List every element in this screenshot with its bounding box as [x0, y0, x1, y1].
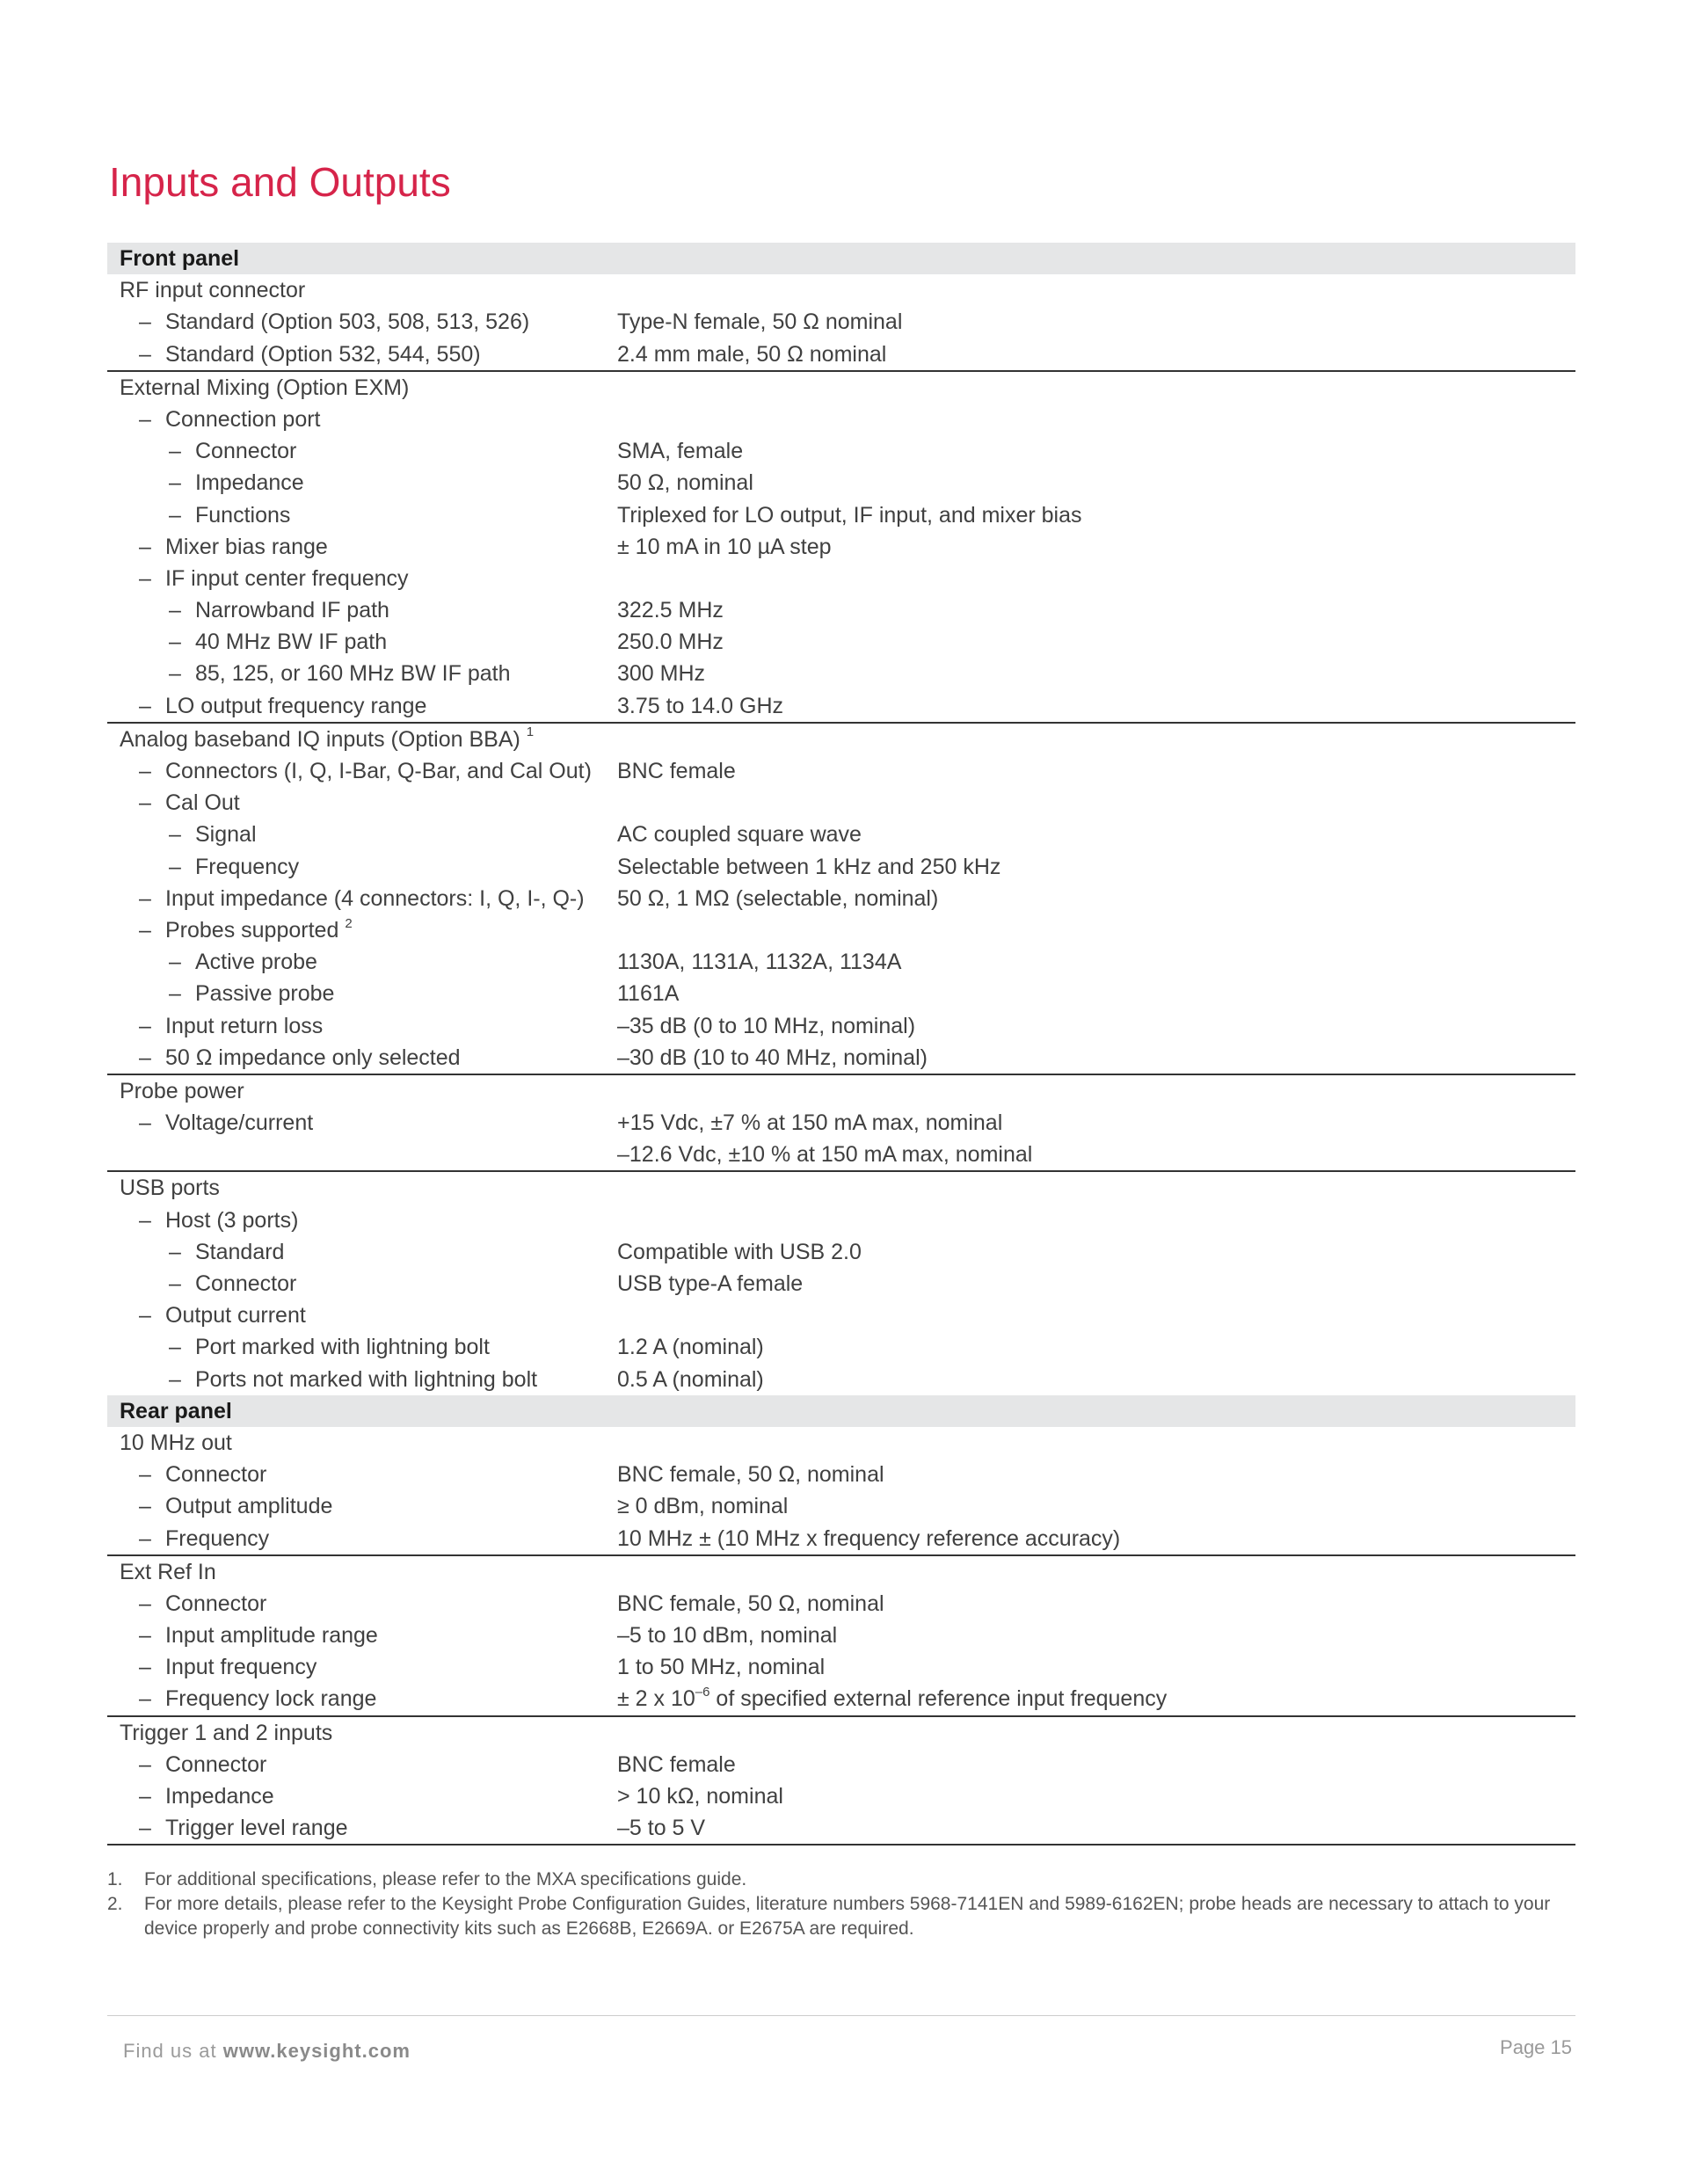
spec-label	[139, 1490, 332, 1522]
dash-bullet: –	[139, 534, 151, 559]
dash-bullet: –	[169, 598, 181, 623]
spec-value-text: ± 2 x 10	[617, 1686, 695, 1712]
spec-label-text: Active probe	[195, 950, 317, 975]
spec-label-text: Connectors (I, Q, I-Bar, Q-Bar, and Cal Out)	[165, 759, 592, 783]
section-header	[107, 1395, 1575, 1427]
spec-value-text: –5 to 10 dBm, nominal	[617, 1623, 838, 1649]
section-header	[107, 243, 1575, 274]
spec-label	[139, 404, 321, 435]
dash-bullet: –	[139, 309, 151, 335]
spec-value-text: SMA, female	[617, 439, 744, 464]
dash-bullet: –	[169, 1239, 181, 1264]
spec-label	[169, 626, 387, 658]
spec-label	[139, 914, 353, 946]
spec-value-text: 50 Ω, 1 MΩ (selectable, nominal)	[617, 885, 939, 911]
spec-value-text: Compatible with USB 2.0	[617, 1239, 862, 1264]
spec-value-text: BNC female, 50 Ω, nominal	[617, 1462, 884, 1488]
spec-row	[107, 339, 1575, 372]
spec-value-text: 2.4 mm male, 50 Ω nominal	[617, 341, 887, 367]
footnote-text: For additional specifications, please refer to the MXA specifications guide.	[144, 1869, 747, 1889]
dash-bullet: –	[139, 1462, 151, 1488]
spec-label-text: USB ports	[120, 1176, 220, 1201]
footnote-number: 1.	[107, 1869, 123, 1889]
spec-row	[107, 274, 1575, 306]
dash-bullet: –	[169, 1366, 181, 1392]
spec-label-text: 85, 125, or 160 MHz BW IF path	[195, 661, 511, 687]
spec-row	[107, 1364, 1575, 1395]
dash-bullet: –	[139, 341, 151, 367]
footer-divider	[107, 2015, 1575, 2016]
spec-value-text: 3.75 to 14.0 GHz	[617, 693, 784, 718]
spec-label	[139, 1780, 274, 1812]
dash-bullet: –	[139, 1623, 151, 1649]
spec-row	[107, 724, 1575, 755]
dash-bullet: –	[139, 693, 151, 718]
dash-bullet: –	[169, 822, 181, 848]
footnote-ref: 2	[345, 915, 353, 931]
spec-label-text: Cal Out	[165, 790, 240, 816]
dash-bullet: –	[169, 1335, 181, 1360]
spec-row	[107, 851, 1575, 883]
spec-value	[617, 658, 705, 689]
spec-value-text: 300 MHz	[617, 661, 706, 687]
spec-value	[617, 1236, 862, 1268]
spec-row	[107, 1139, 1575, 1172]
spec-label-text: Voltage/current	[165, 1110, 314, 1136]
spec-row	[107, 372, 1575, 404]
spec-row	[107, 1556, 1575, 1588]
spec-value-text: Selectable between 1 kHz and 250 kHz	[617, 854, 1001, 879]
spec-row	[107, 594, 1575, 626]
spec-value-text: 322.5 MHz	[617, 598, 724, 623]
spec-value	[617, 435, 743, 467]
spec-value	[617, 626, 724, 658]
spec-label	[139, 1107, 313, 1139]
dash-bullet: –	[139, 1655, 151, 1680]
dash-bullet: –	[139, 1013, 151, 1038]
spec-label	[139, 787, 240, 819]
spec-value-text: AC coupled square wave	[617, 822, 862, 848]
spec-label-text: Narrowband IF path	[195, 598, 389, 623]
spec-label-text: Frequency	[195, 854, 300, 879]
spec-label-text: Connection port	[165, 406, 321, 432]
dash-bullet: –	[169, 470, 181, 496]
dash-bullet: –	[169, 854, 181, 879]
spec-label-text: Trigger level range	[165, 1816, 348, 1841]
spec-value-text: USB type-A female	[617, 1271, 804, 1296]
spec-row	[107, 658, 1575, 689]
spec-value-text: 0.5 A (nominal)	[617, 1366, 764, 1392]
spec-value	[617, 1268, 803, 1299]
spec-row	[107, 1588, 1575, 1620]
spec-label	[169, 1236, 284, 1268]
spec-label-text: Frequency	[165, 1525, 270, 1551]
exponent: –6	[695, 1685, 710, 1700]
spec-row	[107, 914, 1575, 946]
spec-value-text: 10 MHz ± (10 MHz x frequency reference accuracy)	[617, 1525, 1121, 1551]
spec-label	[169, 594, 389, 626]
spec-label-text: Ext Ref In	[120, 1559, 216, 1584]
spec-value	[617, 755, 736, 787]
spec-label	[139, 1620, 378, 1651]
spec-value-text: 1161A	[617, 981, 680, 1007]
spec-value	[617, 1651, 825, 1683]
dash-bullet: –	[139, 1591, 151, 1616]
spec-value-text: Triplexed for LO output, IF input, and mixer bias	[617, 502, 1082, 528]
spec-value-text: 1.2 A (nominal)	[617, 1335, 764, 1360]
spec-label	[120, 724, 534, 755]
spec-value	[617, 1620, 837, 1651]
spec-label-text: Probe power	[120, 1078, 244, 1103]
spec-value-text: –30 dB (10 to 40 MHz, nominal)	[617, 1045, 928, 1070]
spec-label	[120, 372, 409, 404]
spec-label-text: Output current	[165, 1303, 306, 1329]
spec-label-text: 40 MHz BW IF path	[195, 630, 388, 655]
section-title	[120, 1395, 232, 1427]
dash-bullet: –	[169, 630, 181, 655]
spec-value	[617, 978, 679, 1009]
spec-value-text: +15 Vdc, ±7 % at 150 mA max, nominal	[617, 1110, 1003, 1136]
spec-label	[120, 1427, 232, 1459]
spec-label-text: Connector	[195, 439, 297, 464]
spec-label	[169, 1331, 490, 1363]
spec-row	[107, 1075, 1575, 1107]
spec-row	[107, 1236, 1575, 1268]
spec-row	[107, 1523, 1575, 1556]
spec-label-text: 10 MHz out	[120, 1430, 232, 1455]
spec-value-text: –12.6 Vdc, ±10 % at 150 mA max, nominal	[617, 1142, 1033, 1168]
spec-row	[107, 1620, 1575, 1651]
spec-label	[139, 1588, 266, 1620]
dash-bullet: –	[169, 661, 181, 687]
footer-find-us	[123, 2040, 411, 2063]
spec-label-text: Rear panel	[120, 1398, 232, 1423]
spec-row	[107, 883, 1575, 914]
spec-label	[139, 306, 529, 338]
spec-row	[107, 499, 1575, 531]
spec-label	[120, 1172, 220, 1204]
dash-bullet: –	[139, 1816, 151, 1841]
spec-label	[139, 339, 481, 370]
dash-bullet: –	[139, 565, 151, 591]
spec-row	[107, 1299, 1575, 1331]
spec-value	[617, 339, 886, 370]
spec-label	[169, 946, 317, 978]
dash-bullet: –	[139, 1494, 151, 1519]
spec-label-text: 50 Ω impedance only selected	[165, 1045, 461, 1070]
spec-label-text: Host (3 ports)	[165, 1207, 299, 1233]
spec-label	[169, 499, 290, 531]
spec-table	[107, 243, 1575, 1845]
footer-find-prefix: Find us at	[123, 2040, 217, 2062]
dash-bullet: –	[139, 1207, 151, 1233]
dash-bullet: –	[139, 759, 151, 783]
footnote-text: For more details, please refer to the Keysight Probe Configuration Guides, literature numbers 5968-7141EN and 5989-6162EN; probe heads are necessary to attach to your device properly and probe connectivity kits such as E2668B, E2669A. or E2675A are required.	[144, 1894, 1551, 1939]
spec-value	[617, 1107, 1002, 1139]
spec-label	[139, 563, 409, 594]
spec-row	[107, 1490, 1575, 1522]
spec-label-text: Connector	[165, 1591, 267, 1616]
spec-label-text: Output amplitude	[165, 1494, 333, 1519]
spec-value-text: 50 Ω, nominal	[617, 470, 753, 496]
spec-row	[107, 467, 1575, 499]
spec-label-text: Input amplitude range	[165, 1623, 378, 1649]
spec-label-text: Input frequency	[165, 1655, 317, 1680]
spec-label	[169, 435, 296, 467]
spec-label	[139, 1299, 306, 1331]
spec-label	[120, 1717, 332, 1749]
spec-value	[617, 1331, 764, 1363]
dash-bullet: –	[139, 1751, 151, 1777]
spec-value-text: 1 to 50 MHz, nominal	[617, 1655, 826, 1680]
spec-value	[617, 306, 902, 338]
spec-row	[107, 1780, 1575, 1812]
spec-value	[617, 1490, 788, 1522]
spec-row	[107, 1651, 1575, 1683]
spec-label	[120, 1556, 216, 1588]
spec-value	[617, 819, 862, 850]
dash-bullet: –	[139, 790, 151, 816]
spec-label	[139, 755, 592, 787]
dash-bullet: –	[139, 1784, 151, 1809]
dash-bullet: –	[139, 1110, 151, 1136]
spec-value-text: BNC female, 50 Ω, nominal	[617, 1591, 884, 1616]
spec-row	[107, 1683, 1575, 1716]
spec-label-text: Standard (Option 503, 508, 513, 526)	[165, 309, 530, 335]
spec-label	[169, 978, 334, 1009]
spec-value	[617, 1780, 783, 1812]
spec-row	[107, 563, 1575, 594]
spec-row	[107, 755, 1575, 787]
page-title: Inputs and Outputs	[109, 159, 451, 205]
spec-row	[107, 1205, 1575, 1236]
dash-bullet: –	[169, 502, 181, 528]
spec-value-text: 250.0 MHz	[617, 630, 724, 655]
dash-bullet: –	[169, 950, 181, 975]
spec-label-text: Impedance	[195, 470, 304, 496]
dash-bullet: –	[169, 981, 181, 1007]
dash-bullet: –	[139, 406, 151, 432]
spec-label	[169, 467, 304, 499]
spec-label-text: Ports not marked with lightning bolt	[195, 1366, 538, 1392]
spec-label-text: Front panel	[120, 246, 240, 271]
spec-label-text: Analog baseband IQ inputs (Option BBA)	[120, 726, 520, 752]
spec-value	[617, 1523, 1120, 1554]
spec-value	[617, 1812, 705, 1844]
spec-row	[107, 787, 1575, 819]
spec-value-text: > 10 kΩ, nominal	[617, 1784, 783, 1809]
spec-label-text: Signal	[195, 822, 257, 848]
spec-label-text: Port marked with lightning bolt	[195, 1335, 490, 1360]
spec-label-text: Connector	[195, 1271, 297, 1296]
spec-value-text: 1130A, 1131A, 1132A, 1134A	[617, 950, 902, 975]
spec-label-text: Standard (Option 532, 544, 550)	[165, 341, 481, 367]
spec-label-text: Input impedance (4 connectors: I, Q, I-, Q-)	[165, 885, 585, 911]
spec-label-text: Impedance	[165, 1784, 274, 1809]
spec-value-text: ≥ 0 dBm, nominal	[617, 1494, 789, 1519]
footnote	[107, 1867, 1575, 1892]
spec-value	[617, 690, 783, 722]
spec-label	[120, 274, 305, 306]
spec-label	[139, 1812, 348, 1844]
spec-value	[617, 946, 901, 978]
spec-value	[617, 531, 832, 563]
spec-label	[139, 1651, 316, 1683]
spec-row	[107, 404, 1575, 435]
spec-label	[139, 690, 426, 722]
footnote-ref: 1	[526, 724, 535, 740]
spec-value	[617, 467, 753, 499]
dash-bullet: –	[169, 439, 181, 464]
spec-label	[169, 819, 257, 850]
spec-row	[107, 531, 1575, 563]
spec-value	[617, 499, 1082, 531]
spec-label	[169, 658, 511, 689]
page-number: Page 15	[1500, 2036, 1572, 2058]
spec-label-text: RF input connector	[120, 278, 306, 303]
spec-label-text: IF input center frequency	[165, 565, 409, 591]
spec-value	[617, 594, 724, 626]
dash-bullet: –	[139, 1303, 151, 1329]
spec-row	[107, 1042, 1575, 1075]
spec-label	[139, 1459, 266, 1490]
spec-label	[139, 883, 585, 914]
spec-row	[107, 1717, 1575, 1749]
spec-row	[107, 1812, 1575, 1845]
spec-row	[107, 690, 1575, 724]
spec-label	[139, 1523, 269, 1554]
dash-bullet: –	[139, 885, 151, 911]
spec-value-tail: of specified external reference input frequency	[709, 1686, 1168, 1712]
spec-label-text: Input return loss	[165, 1013, 324, 1038]
dash-bullet: –	[139, 1525, 151, 1551]
spec-row	[107, 435, 1575, 467]
spec-value-text: –35 dB (0 to 10 MHz, nominal)	[617, 1013, 916, 1038]
spec-row	[107, 306, 1575, 338]
spec-label-text: Standard	[195, 1239, 285, 1264]
footnote-number: 2.	[107, 1894, 123, 1914]
spec-label	[139, 531, 328, 563]
spec-value-text: BNC female	[617, 759, 736, 783]
spec-label-text: Passive probe	[195, 981, 335, 1007]
spec-value	[617, 1010, 915, 1042]
spec-label-text: Functions	[195, 502, 291, 528]
dash-bullet: –	[169, 1271, 181, 1296]
spec-label-text: Mixer bias range	[165, 534, 328, 559]
spec-label	[139, 1042, 461, 1074]
spec-label	[169, 1364, 537, 1395]
spec-label	[139, 1749, 266, 1780]
spec-value	[617, 1139, 1032, 1170]
spec-label	[120, 1075, 244, 1107]
spec-value	[617, 883, 938, 914]
spec-value-text: Type-N female, 50 Ω nominal	[617, 309, 903, 335]
spec-value	[617, 1588, 884, 1620]
footer-url-link[interactable]: www.keysight.com	[222, 2040, 411, 2062]
dash-bullet: –	[139, 1045, 151, 1070]
spec-label-text: Trigger 1 and 2 inputs	[120, 1720, 333, 1745]
spec-row	[107, 1010, 1575, 1042]
spec-label-text: Connector	[165, 1462, 267, 1488]
spec-row	[107, 1172, 1575, 1204]
spec-label-text: LO output frequency range	[165, 693, 427, 718]
spec-row	[107, 626, 1575, 658]
spec-label	[169, 851, 299, 883]
spec-value	[617, 1683, 1167, 1714]
spec-row	[107, 1427, 1575, 1459]
spec-label	[139, 1205, 298, 1236]
spec-row	[107, 1459, 1575, 1490]
spec-label	[139, 1683, 376, 1714]
spec-label	[169, 1268, 296, 1299]
spec-row	[107, 1749, 1575, 1780]
spec-label-text: Probes supported	[165, 917, 339, 943]
spec-label-text: External Mixing (Option EXM)	[120, 375, 410, 400]
spec-row	[107, 946, 1575, 978]
spec-value	[617, 1459, 884, 1490]
spec-row	[107, 1107, 1575, 1139]
spec-label-text: Frequency lock range	[165, 1686, 377, 1712]
spec-row	[107, 1268, 1575, 1299]
dash-bullet: –	[139, 1686, 151, 1712]
spec-label-text: Connector	[165, 1751, 267, 1777]
spec-value-text: –5 to 5 V	[617, 1816, 706, 1841]
spec-value-text: ± 10 mA in 10 µA step	[617, 534, 832, 559]
spec-row	[107, 819, 1575, 850]
dash-bullet: –	[139, 917, 151, 943]
spec-value-text: BNC female	[617, 1751, 736, 1777]
footnotes	[107, 1867, 1575, 1941]
spec-value	[617, 851, 1000, 883]
spec-row	[107, 978, 1575, 1009]
footnote	[107, 1892, 1575, 1941]
spec-value	[617, 1364, 764, 1395]
spec-label	[139, 1010, 323, 1042]
spec-value	[617, 1749, 736, 1780]
spec-value	[617, 1042, 928, 1074]
spec-row	[107, 1331, 1575, 1363]
section-title	[120, 243, 239, 274]
